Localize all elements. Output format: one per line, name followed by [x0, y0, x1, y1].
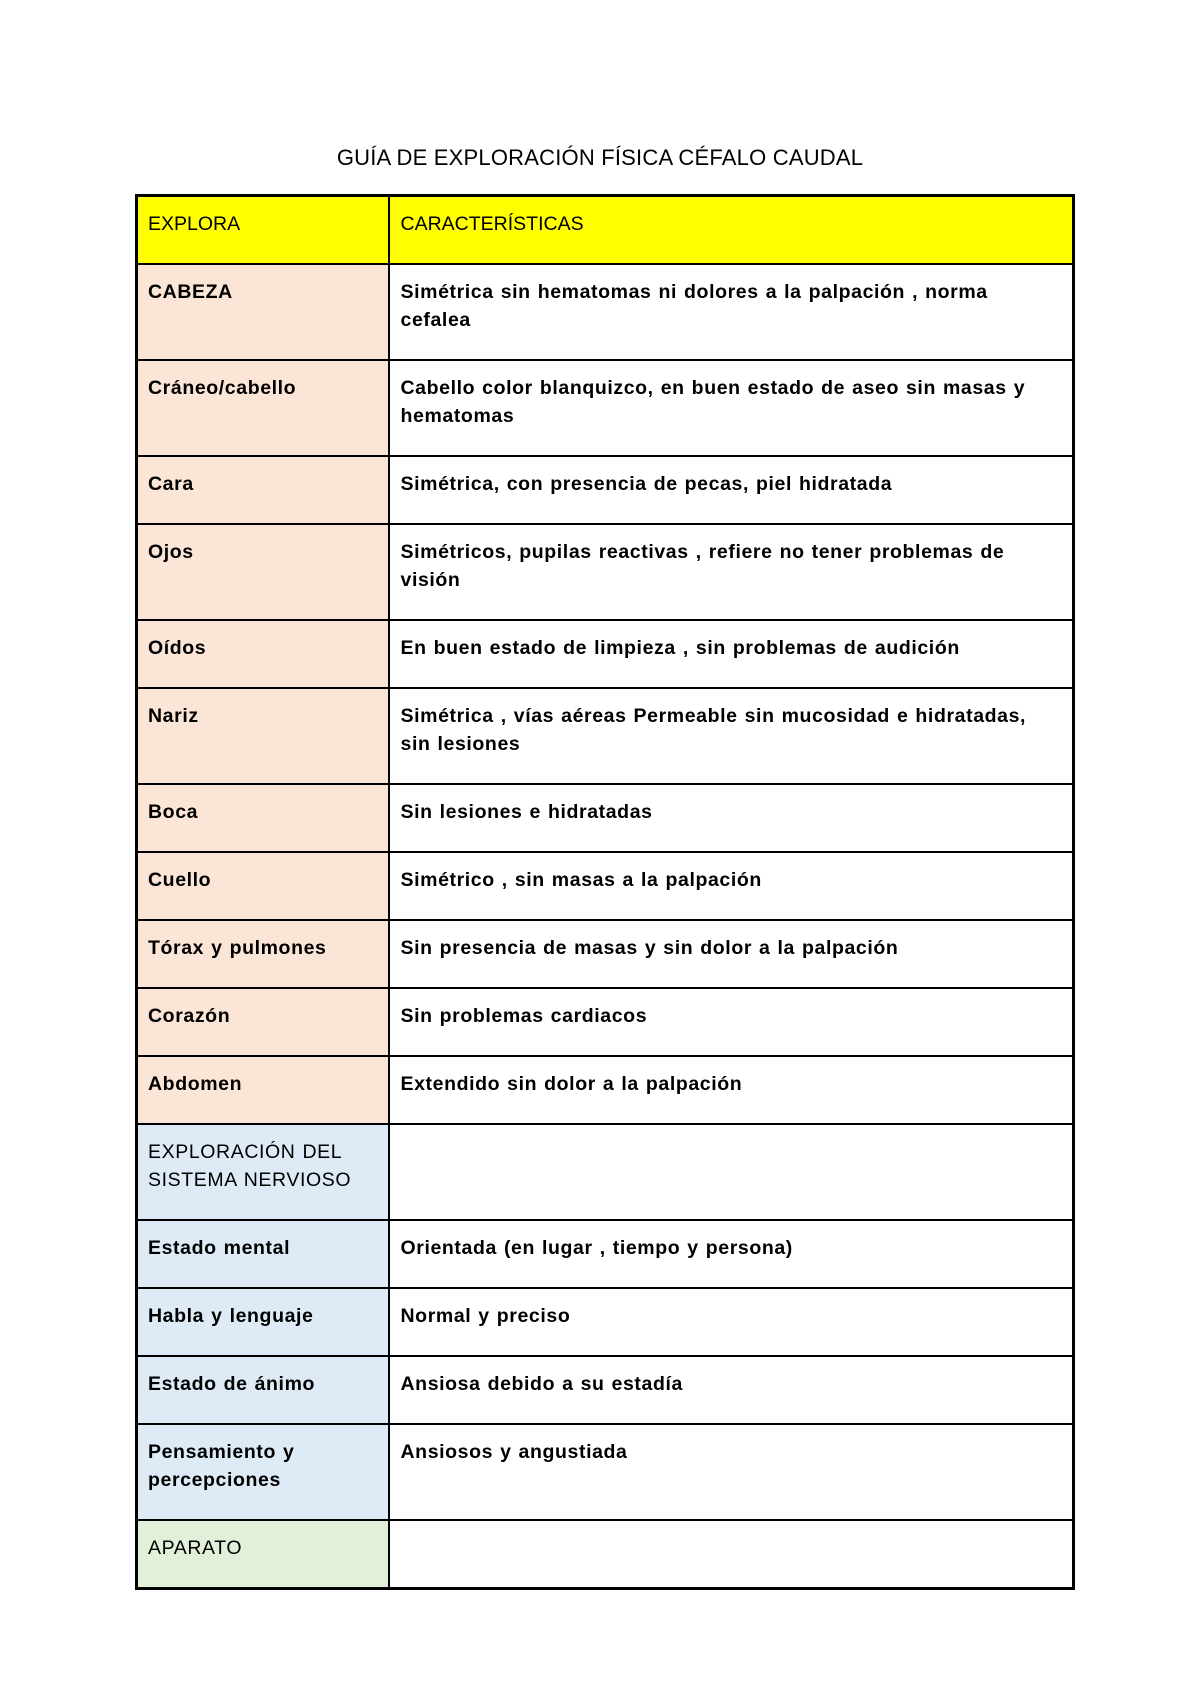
table-row — [137, 360, 1074, 456]
table-row — [137, 1056, 1074, 1124]
column-header-caracteristicas: CARACTERÍSTICAS — [389, 196, 1074, 265]
row-label-boca: Boca — [137, 784, 389, 852]
exam-table — [135, 194, 1075, 1590]
row-label-cabeza: CABEZA — [137, 264, 389, 360]
row-value-boca: Sin lesiones e hidratadas — [389, 784, 1074, 852]
section-row-nervous-system — [137, 1124, 1074, 1220]
table-row — [137, 920, 1074, 988]
table-header-row — [137, 196, 1074, 265]
row-label-cuello: Cuello — [137, 852, 389, 920]
row-value-torax: Sin presencia de masas y sin dolor a la palpación — [389, 920, 1074, 988]
section-label-aparato: APARATO — [137, 1520, 389, 1589]
row-value-cabeza: Simétrica sin hematomas ni dolores a la palpación , norma cefalea — [389, 264, 1074, 360]
row-value-ojos: Simétricos, pupilas reactivas , refiere no tener problemas de visión — [389, 524, 1074, 620]
table-row — [137, 1220, 1074, 1288]
row-label-torax: Tórax y pulmones — [137, 920, 389, 988]
row-label-habla: Habla y lenguaje — [137, 1288, 389, 1356]
row-label-corazon: Corazón — [137, 988, 389, 1056]
column-header-explora: EXPLORA — [137, 196, 389, 265]
table-row — [137, 456, 1074, 524]
row-value-nervous-system — [389, 1124, 1074, 1220]
row-label-craneo: Cráneo/cabello — [137, 360, 389, 456]
table-row — [137, 264, 1074, 360]
row-label-abdomen: Abdomen — [137, 1056, 389, 1124]
table-row — [137, 1424, 1074, 1520]
row-value-nariz: Simétrica , vías aéreas Permeable sin mucosidad e hidratadas, sin lesiones — [389, 688, 1074, 784]
table-row — [137, 688, 1074, 784]
table-row — [137, 1356, 1074, 1424]
row-label-cara: Cara — [137, 456, 389, 524]
row-label-animo: Estado de ánimo — [137, 1356, 389, 1424]
row-value-estado-mental: Orientada (en lugar , tiempo y persona) — [389, 1220, 1074, 1288]
row-label-nariz: Nariz — [137, 688, 389, 784]
table-row — [137, 988, 1074, 1056]
row-label-oidos: Oídos — [137, 620, 389, 688]
table-row — [137, 852, 1074, 920]
row-value-abdomen: Extendido sin dolor a la palpación — [389, 1056, 1074, 1124]
row-value-animo: Ansiosa debido a su estadía — [389, 1356, 1074, 1424]
table-row — [137, 620, 1074, 688]
row-value-habla: Normal y preciso — [389, 1288, 1074, 1356]
row-value-aparato — [389, 1520, 1074, 1589]
table-row — [137, 1288, 1074, 1356]
row-label-estado-mental: Estado mental — [137, 1220, 389, 1288]
row-value-cuello: Simétrico , sin masas a la palpación — [389, 852, 1074, 920]
row-value-oidos: En buen estado de limpieza , sin problemas de audición — [389, 620, 1074, 688]
row-value-pensamiento: Ansiosos y angustiada — [389, 1424, 1074, 1520]
section-label-nervous-system: EXPLORACIÓN DEL SISTEMA NERVIOSO — [137, 1124, 389, 1220]
table-row — [137, 524, 1074, 620]
row-value-cara: Simétrica, con presencia de pecas, piel hidratada — [389, 456, 1074, 524]
table-row — [137, 784, 1074, 852]
row-value-craneo: Cabello color blanquizco, en buen estado de aseo sin masas y hematomas — [389, 360, 1074, 456]
row-value-corazon: Sin problemas cardiacos — [389, 988, 1074, 1056]
row-label-ojos: Ojos — [137, 524, 389, 620]
section-row-aparato — [137, 1520, 1074, 1589]
document-title: GUÍA DE EXPLORACIÓN FÍSICA CÉFALO CAUDAL — [336, 145, 864, 170]
row-label-pensamiento: Pensamiento y percepciones — [137, 1424, 389, 1520]
